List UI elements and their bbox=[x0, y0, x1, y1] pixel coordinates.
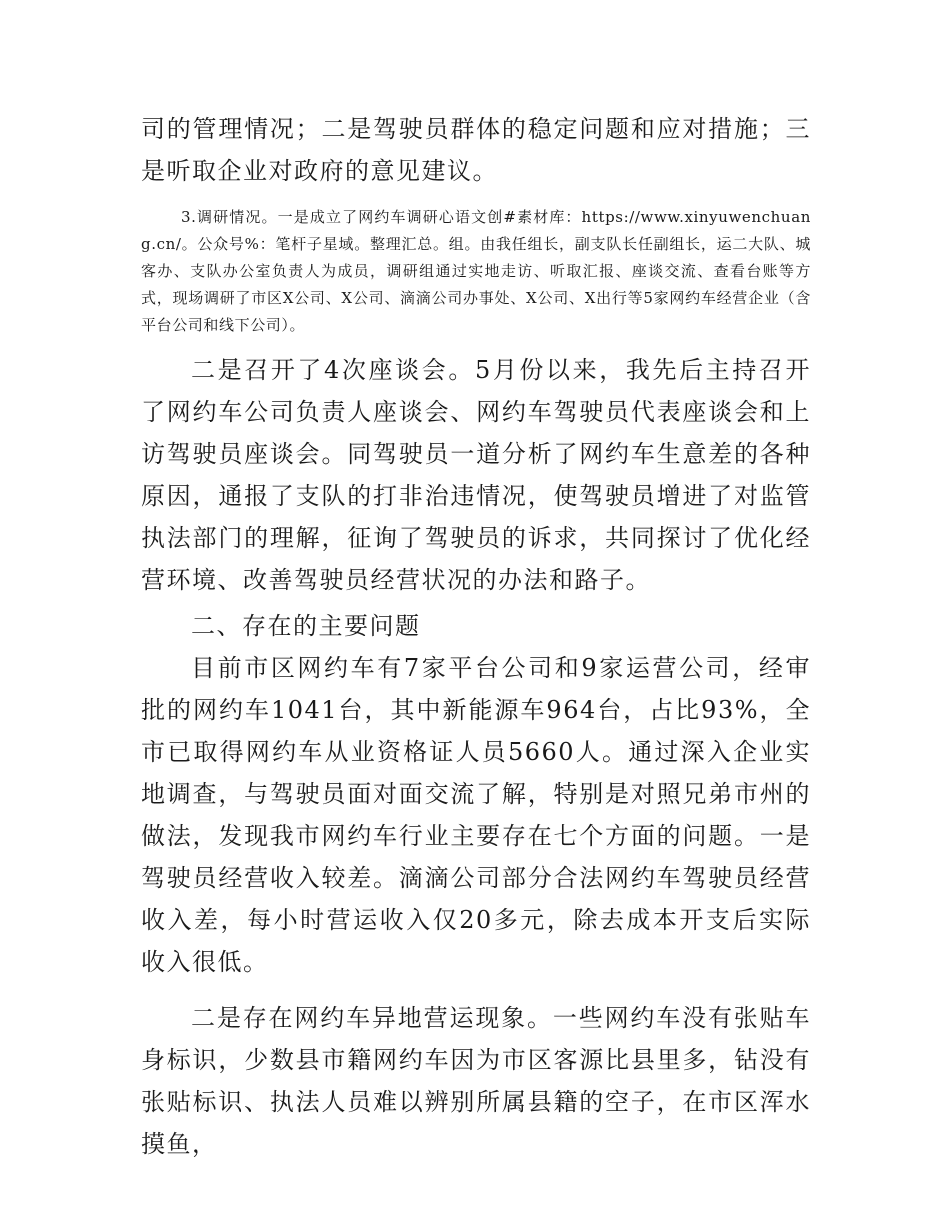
document-body bbox=[141, 108, 811, 1165]
paragraph-cross-region-operation: 二是存在网约车异地营运现象。一些网约车没有张贴车身标识，少数县市籍网约车因为市区客源比县里多，钻没有张贴标识、执法人员难以辨别所属县籍的空子，在市区浑水摸鱼， bbox=[141, 1004, 811, 1158]
paragraph-research-situation: 3.调研情况。一是成立了网约车调研心语文创#素材库：https://www.xinyuwenchuang.cn/。公众号%：笔杆子星域。整理汇总。组。由我任组长，副支队长任副组长，运二大队、城客办、支队办公室负责人为成员，调研组通过实地走访、听取汇报、座谈交流、查看台账等方式，现场调研了市区X公司、X公司、滴滴公司办事处、X公司、X出行等5家网约车经营企业（含平台公司和线下公司）。 bbox=[141, 208, 811, 334]
section-heading-main-problems: 二、存在的主要问题 bbox=[191, 612, 421, 640]
paragraph-current-status: 目前市区网约车有7家平台公司和9家运营公司，经审批的网约车1041台，其中新能源车964台，占比93%，全市已取得网约车从业资格证人员5660人。通过深入企业实地调查，与驾驶员面对面交流了解，特别是对照兄弟市州的做法，发现我市网约车行业主要存在七个方面的问题。一是驾驶员经营收入较差。滴滴公司部分合法网约车驾驶员经营收入差，每小时营运收入仅20多元，除去成本开支后实际收入很低。 bbox=[141, 654, 811, 976]
paragraph-continuation: 司的管理情况；二是驾驶员群体的稳定问题和应对措施；三是听取企业对政府的意见建议。 bbox=[141, 115, 811, 185]
paragraph-symposiums: 二是召开了4次座谈会。5月份以来，我先后主持召开了网约车公司负责人座谈会、网约车驾驶员代表座谈会和上访驾驶员座谈会。同驾驶员一道分析了网约车生意差的各种原因，通报了支队的打非治违情况，使驾驶员增进了对监管执法部门的理解，征询了驾驶员的诉求，共同探讨了优化经营环境、改善驾驶员经营状况的办法和路子。 bbox=[141, 356, 811, 594]
